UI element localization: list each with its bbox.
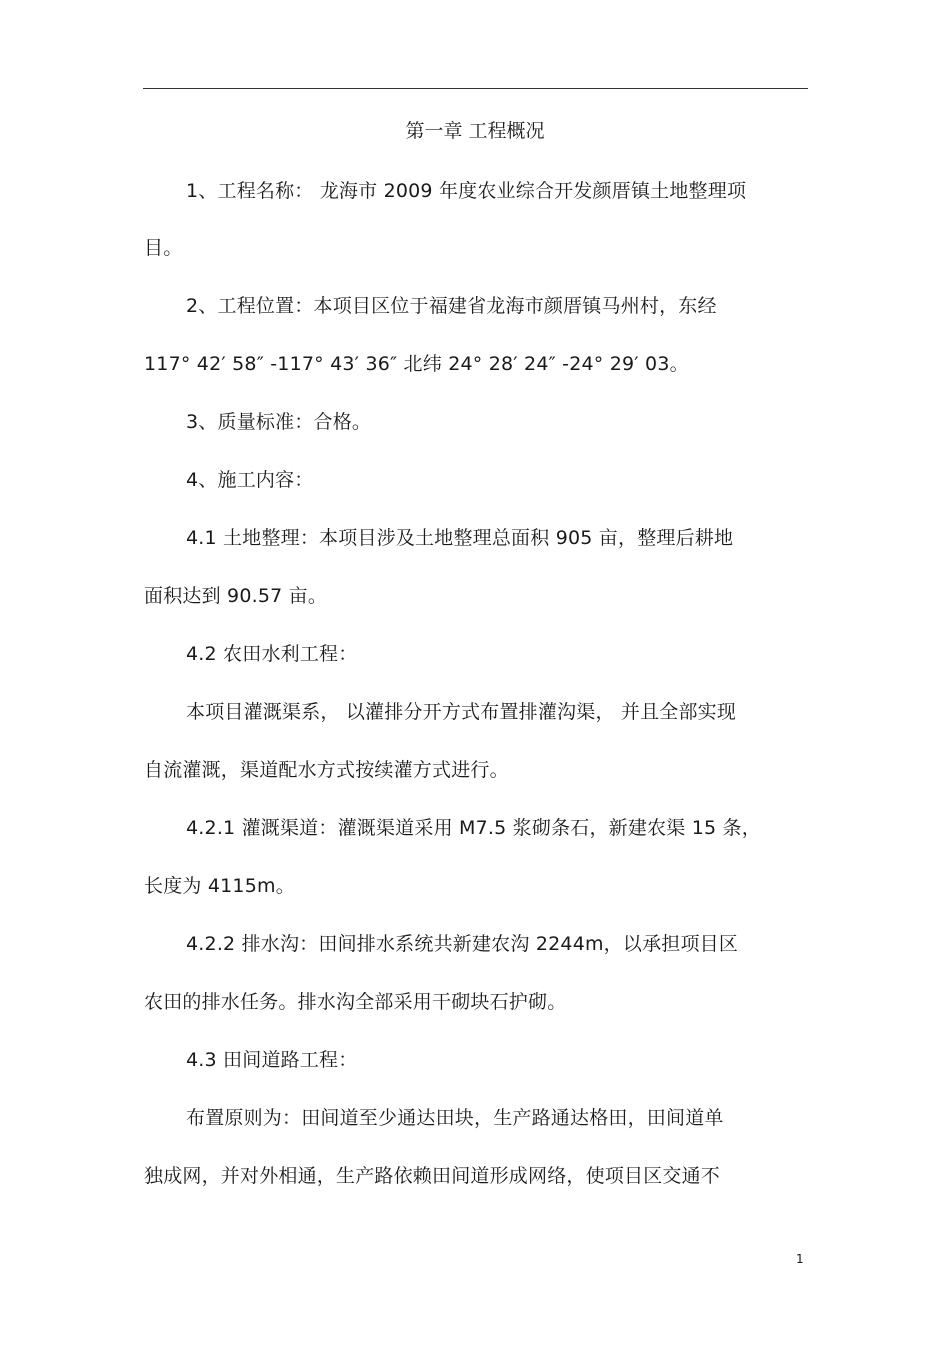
paragraph-line: 独成网，并对外相通，生产路依赖田间道形成网络，使项目区交通不 [144, 1165, 721, 1187]
paragraph-line: 面积达到 90.57 亩。 [144, 585, 328, 607]
paragraph-line-coordinates: 117° 42′ 58″ -117° 43′ 36″ 北纬 24° 28′ 24″ -24° 29′ 03。 [144, 353, 689, 375]
paragraph-line-location: 2、工程位置：本项目区位于福建省龙海市颜厝镇马州村，东经 [186, 295, 717, 317]
paragraph-line-canal: 4.2.1 灌溉渠道：灌溉渠道采用 M7.5 浆砌条石，新建农渠 15 条， [186, 817, 761, 839]
paragraph-line-construction: 4、施工内容： [186, 469, 314, 491]
section-heading-roads: 4.3 田间道路工程： [186, 1049, 358, 1071]
paragraph-line-project-name: 1、工程名称： 龙海市 2009 年度农业综合开发颜厝镇土地整理项 [186, 180, 747, 202]
paragraph-line: 长度为 4115m。 [144, 875, 295, 897]
paragraph-line-land: 4.1 土地整理：本项目涉及土地整理总面积 905 亩，整理后耕地 [186, 527, 734, 549]
paragraph-line-quality: 3、质量标准：合格。 [186, 411, 372, 433]
section-heading-irrigation: 4.2 农田水利工程： [186, 643, 358, 665]
chapter-title: 第一章 工程概况 [405, 120, 545, 142]
paragraph-line-roads: 布置原则为：田间道至少通达田块，生产路通达格田，田间道单 [186, 1107, 724, 1129]
paragraph-line-drainage: 4.2.2 排水沟：田间排水系统共新建农沟 2244m，以承担项目区 [186, 933, 739, 955]
page-number: 1 [796, 1252, 804, 1266]
paragraph-line: 自流灌溉，渠道配水方式按续灌方式进行。 [144, 759, 509, 781]
paragraph-line: 目。 [144, 237, 183, 259]
paragraph-line-irrigation: 本项目灌溉渠系， 以灌排分开方式布置排灌沟渠， 并且全部实现 [186, 701, 737, 723]
paragraph-line: 农田的排水任务。排水沟全部采用干砌块石护砌。 [144, 991, 567, 1013]
header-rule [143, 88, 808, 89]
